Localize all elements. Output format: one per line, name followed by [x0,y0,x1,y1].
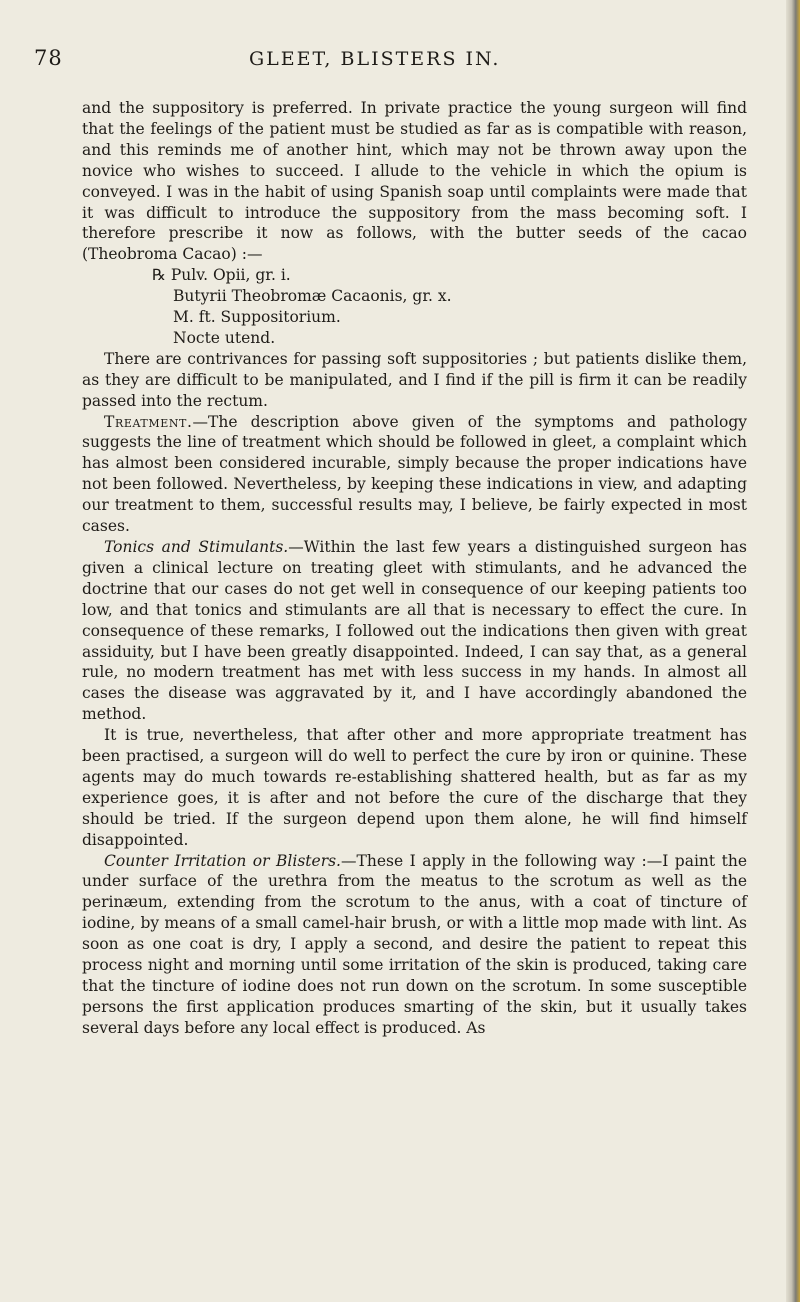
prescription-line: M. ft. Suppositorium. [173,308,341,327]
paragraph-tonics [82,537,747,725]
paragraph-contrivances: There are contrivances for passing soft suppositories ; but patients dislike them, as they are difficult to be manipulated, and I find if the pill is firm it can be readily passed into the rectum. [82,349,747,410]
paragraph-counter-irritation-text: —These I apply in the following way :—I paint the under surface of the urethra from the meatus to the scrotum as well as the perinæum, extending from the scrotum to the anus, with a coat of tincture of iodine, by means of a small camel-hair brush, or with a little mop made with lint. As soon as one coat is dry, I apply a second, and desire the patient to repeat this process night and morning until some irritation of the skin is produced, taking care that the tincture of iodine does not run down on the scrotum. In some susceptible persons the first application produces smarting of the skin, but it usually takes several days before any local effect is produced. As [82,851,748,1037]
prescription [82,265,747,349]
section-heading-counter-irritation: Counter Irritation or Blisters. [104,851,341,870]
paragraph-treatment [82,412,747,537]
prescription-line: Nocte utend. [173,328,276,347]
page-body [82,98,747,1039]
page-number: 78 [34,46,63,70]
paragraph-tonics-text: —Within the last few years a distinguished surgeon has given a clinical lecture on treating gleet with stimulants, and he advanced the doctrine that our cases do not get well in consequence of our keeping patients too low, and that tonics and stimulants are all that is necessary to effect the cure. In consequence of these remarks, I followed out the indications then given with great assiduity, but I have been greatly disappointed. Indeed, I can say that, as a general rule, no modern treatment has met with less success in my hands. In almost all cases the disease was aggravated by it, and I have accordingly abandoned the method. [82,537,748,724]
paragraph-counter-irritation [82,851,747,1039]
paragraph-suppository: and the suppository is preferred. In private practice the young surgeon will find that the feelings of the patient must be studied as far as is compatible with reason, and this reminds me of another hint, which may not be thrown away upon the novice who wishes to succeed. I allude to the vehicle in which the opium is conveyed. I was in the habit of using Spanish soap until complaints were made that it was difficult to introduce the suppository from the mass becoming soft. I therefore prescribe it now as follows, with the butter seeds of the cacao (Theobroma Cacao) :— [82,99,747,264]
running-title: GLEET, BLISTERS IN. [249,48,501,70]
paragraph-iron-quinine: It is true, nevertheless, that after other and more appropriate treatment has been practised, a surgeon will do well to perfect the cure by iron or quinine. These agents may do much towards re-establishing shattered health, but as far as my experience goes, it is after and not before the cure of the discharge that they should be tried. If the surgeon depend upon them alone, he will find himself disappointed. [82,726,747,849]
prescription-line: ℞ Pulv. Opii, gr. i. [152,266,291,285]
running-header [34,46,754,76]
paragraph-treatment-text: —The description above given of the symptoms and pathology suggests the line of treatment which should be followed in gleet, a complaint which has almost been considered incurable, simply because the proper indications have not been followed. Nevertheless, by keeping these indications in view, and adapting our treatment to them, successful results may, I believe, be fairly expected in most cases. [82,412,747,536]
page-edge [786,0,800,1302]
section-heading-treatment: Treatment. [104,412,193,431]
section-heading-tonics: Tonics and Stimulants. [104,537,289,556]
prescription-line: Butyrii Theobromæ Cacaonis, gr. x. [173,287,452,306]
